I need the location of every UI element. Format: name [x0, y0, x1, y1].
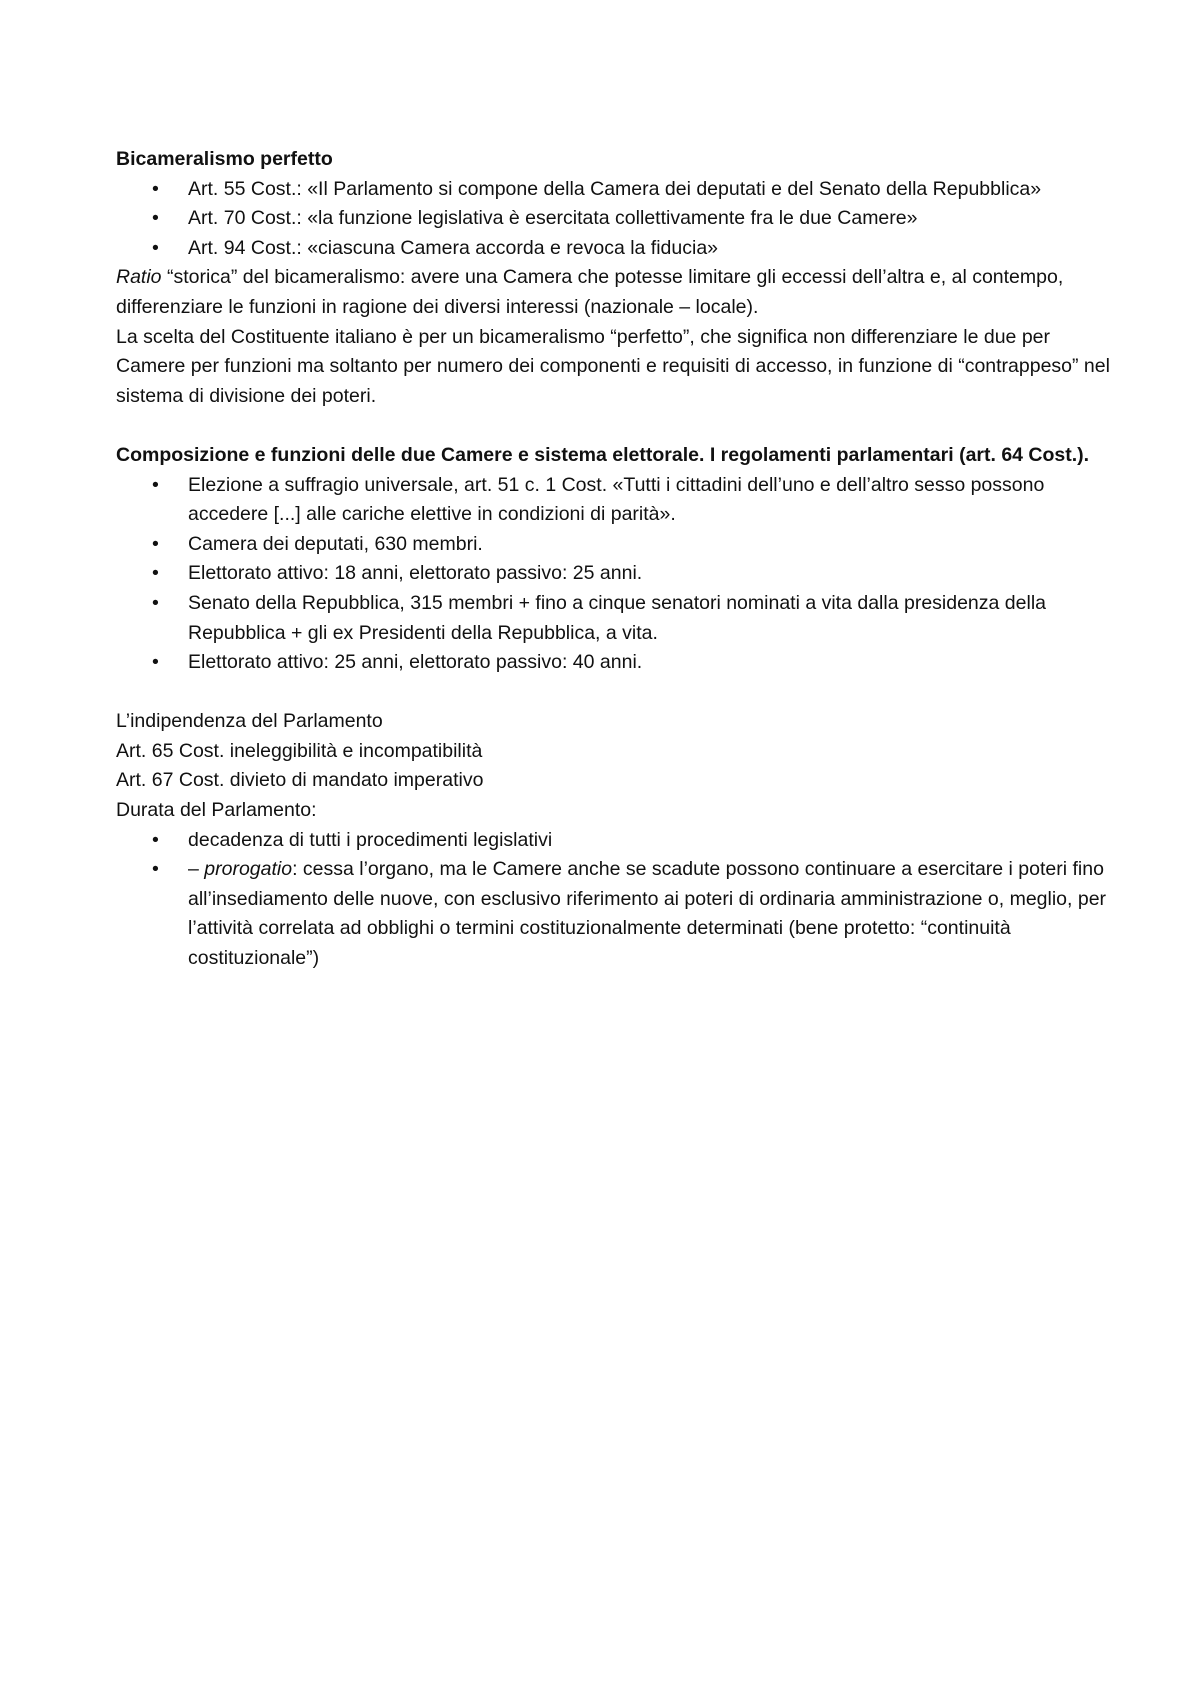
text-line-art67: Art. 67 Cost. divieto di mandato imperativo: [116, 769, 484, 792]
bullet-icon: •: [152, 828, 159, 851]
list-item: • decadenza di tutti i procedimenti legislativi: [188, 826, 1110, 856]
section-heading-bicameralismo: Bicameralismo perfetto: [116, 148, 333, 170]
bullet-icon: •: [152, 473, 159, 496]
bullet-icon: •: [152, 651, 159, 674]
list-item: • Elettorato attivo: 25 anni, elettorato passivo: 40 anni.: [188, 648, 1110, 678]
bullet-icon: •: [152, 591, 159, 614]
spacer: [116, 678, 1110, 708]
list-item: • Senato della Repubblica, 315 membri + fino a cinque senatori nominati a vita dalla presidenza della Repubblica + gli ex Presidenti della Repubblica, a vita.: [188, 589, 1110, 648]
bullet-icon: •: [152, 207, 159, 230]
bullet-list-durata: [116, 826, 1110, 974]
section-heading-indipendenza: L’indipendenza del Parlamento: [116, 710, 383, 733]
ratio-paragraph: Ratio “storica” del bicameralismo: avere una Camera che potesse limitare gli eccessi dell’altra e, al contempo, differenziare le funzioni in ragione dei diversi interessi (nazionale – locale).: [116, 266, 1064, 318]
bullet-icon: •: [152, 177, 159, 200]
spacer: [116, 411, 1110, 441]
text-line-art65: Art. 65 Cost. ineleggibilità e incompatibilità: [116, 739, 483, 762]
bullet-list-composizione: [116, 471, 1110, 678]
list-item: • Art. 94 Cost.: «ciascuna Camera accorda e revoca la fiducia»: [188, 234, 1110, 264]
list-item: • Camera dei deputati, 630 membri.: [188, 530, 1110, 560]
list-item: • Art. 70 Cost.: «la funzione legislativa è esercitata collettivamente fra le due Camere»: [188, 204, 1110, 234]
section-heading-composizione: Composizione e funzioni delle due Camere e sistema elettorale. I regolamenti parlamentari (art. 64 Cost.).: [116, 443, 1090, 466]
bullet-list-articles: [116, 175, 1110, 264]
list-item: • Elettorato attivo: 18 anni, elettorato passivo: 25 anni.: [188, 559, 1110, 589]
text-line-durata: Durata del Parlamento:: [116, 799, 317, 822]
list-item: • Elezione a suffragio universale, art. 51 c. 1 Cost. «Tutti i cittadini dell’uno e dell’altro sesso possono accedere [...] alle cariche elettive in condizioni di parità».: [188, 471, 1110, 530]
costituente-paragraph: La scelta del Costituente italiano è per un bicameralismo “perfetto”, che significa non differenziare le due per Camere per funzioni ma soltanto per numero dei componenti e requisiti di accesso, in funzione di “contrappeso” nel sistema di divisione dei poteri.: [116, 325, 1110, 407]
bullet-icon: •: [152, 562, 159, 585]
list-item: • Art. 55 Cost.: «Il Parlamento si compone della Camera dei deputati e del Senato della Repubblica»: [188, 175, 1110, 205]
list-item: • – prorogatio: cessa l’organo, ma le Camere anche se scadute possono continuare a esercitare i poteri fino all’insediamento delle nuove, con esclusivo riferimento ai poteri di ordinaria amministrazione o, meglio, per l’attività correlata ad obblighi o termini costituzionalmente determinati (bene protetto: “continuità costituzionale”): [188, 855, 1110, 973]
bullet-icon: •: [152, 858, 159, 881]
bullet-icon: •: [152, 532, 159, 555]
bullet-icon: •: [152, 236, 159, 259]
